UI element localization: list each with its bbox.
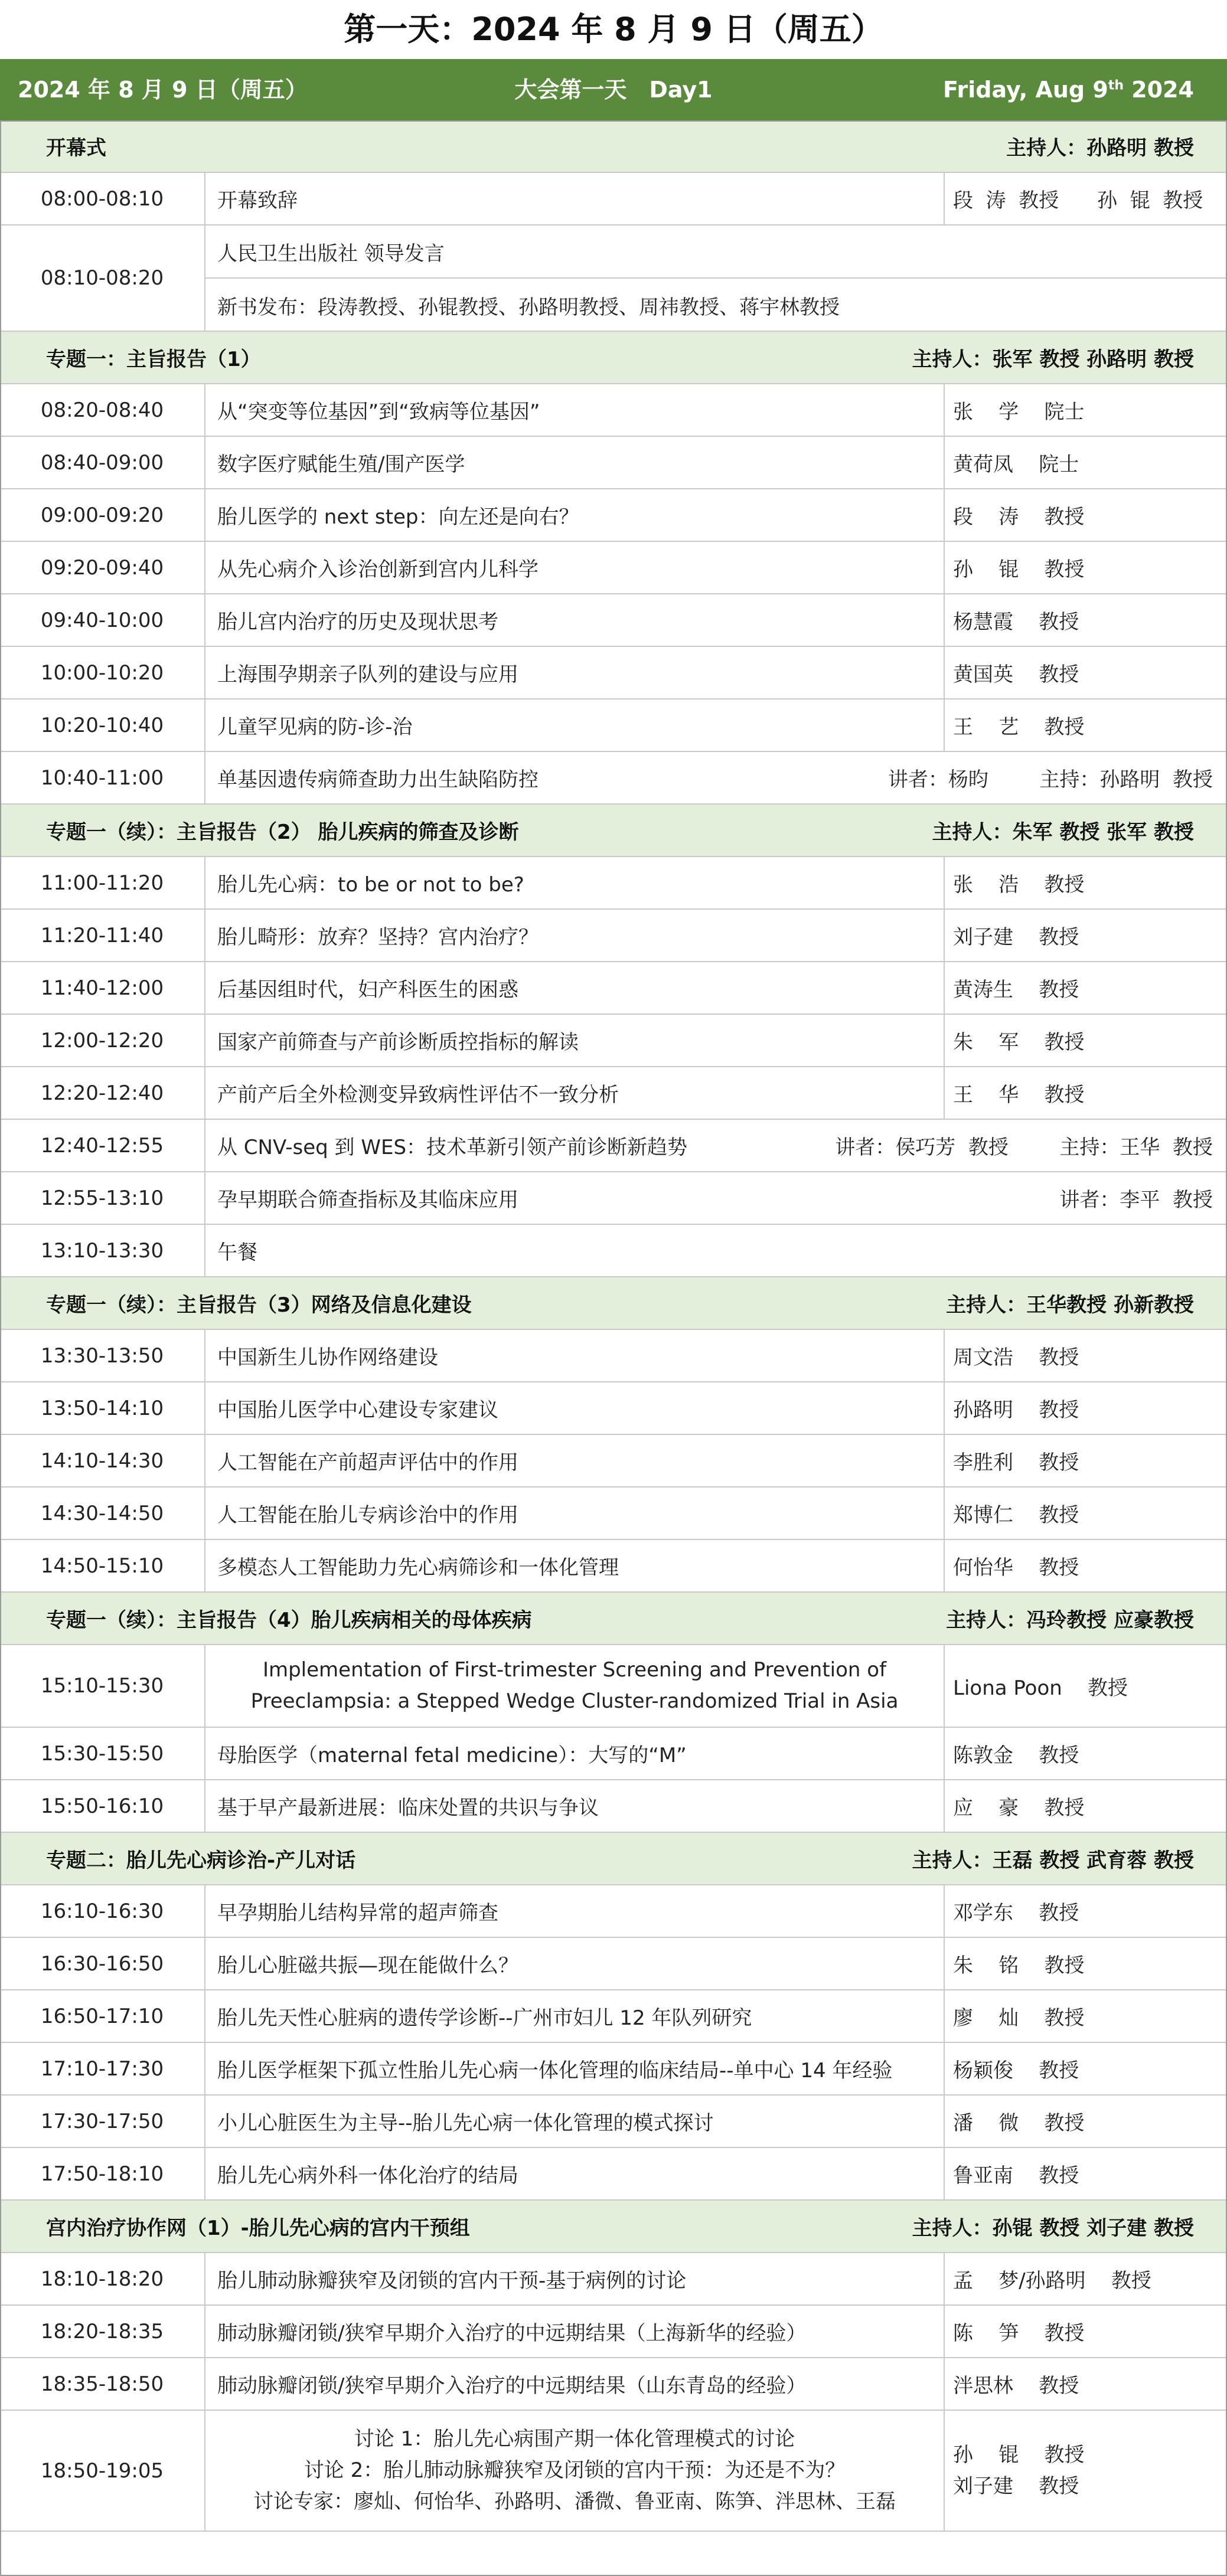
header-date-en-main: Friday, Aug 9: [943, 77, 1108, 103]
session-row: [0, 647, 1227, 699]
session-topic: 胎儿先心病：to be or not to be?: [217, 873, 524, 897]
section-title: 开幕式: [46, 136, 106, 160]
session-row: [0, 1645, 1227, 1728]
session-topic: 国家产前筛查与产前诊断质控指标的解读: [217, 1031, 579, 1054]
schedule-table: [0, 120, 1227, 2532]
session-row: [0, 1990, 1227, 2043]
session-topic: 后基因组时代，妇产科医生的困惑: [217, 978, 518, 1002]
session-topic-line: Implementation of First-trimester Screening and Prevention of: [262, 1658, 887, 1682]
session-row: [0, 1938, 1227, 1990]
session-row: [0, 2253, 1227, 2306]
session-row: [0, 1382, 1227, 1435]
section-header-row: [0, 120, 1227, 173]
session-topic: 多模态人工智能助力先心病筛诊和一体化管理: [217, 1556, 619, 1580]
session-speaker: 孙路明 教授: [944, 1382, 1227, 1434]
session-topic: 从“突变等位基因”到“致病等位基因”: [217, 400, 540, 424]
session-row: [0, 1120, 1227, 1172]
session-speaker: 孟 梦/孙路明 教授: [944, 2253, 1227, 2304]
session-time: 16:50-17:10: [0, 1990, 205, 2042]
session-speaker: 孙 锟 教授: [944, 542, 1227, 593]
session-speaker: 黄涛生 教授: [944, 962, 1227, 1014]
session-speaker: 郑博仁 教授: [944, 1488, 1227, 1539]
session-time: 16:10-16:30: [0, 1885, 205, 1937]
session-topic: 从 CNV-seq 到 WES：技术革新引领产前诊断新趋势: [217, 1136, 688, 1159]
session-time: 15:50-16:10: [0, 1780, 205, 1832]
session-topic: [217, 1645, 932, 1727]
session-row: [0, 1728, 1227, 1780]
session-time: 17:30-17:50: [0, 2096, 205, 2147]
session-time: 08:20-08:40: [0, 384, 205, 436]
section-header-row: [0, 1277, 1227, 1330]
session-row: [0, 2306, 1227, 2358]
session-topic: 母胎医学（maternal fetal medicine）：大写的“M”: [217, 1744, 687, 1767]
section-title: 专题一：主旨报告（1）: [46, 348, 261, 371]
session-row: [0, 1488, 1227, 1540]
session-speaker: 何怡华 教授: [944, 1540, 1227, 1591]
session-topic: 胎儿先心病外科一体化治疗的结局: [217, 2164, 518, 2188]
day-header-bar: [0, 59, 1227, 120]
session-speaker-line: 孙 锟 教授: [953, 2443, 1085, 2467]
session-time: 13:10-13:30: [0, 1225, 205, 1276]
session-speaker: 陈 笋 教授: [944, 2306, 1227, 2357]
header-date-en-suffix: th: [1108, 78, 1124, 93]
section-host: 主持人：冯玲教授 应豪教授: [946, 1609, 1194, 1632]
session-topic-line: Preeclampsia: a Stepped Wedge Cluster-randomized Trial in Asia: [250, 1689, 899, 1713]
session-time: 13:30-13:50: [0, 1330, 205, 1381]
session-time: 14:10-14:30: [0, 1435, 205, 1486]
session-speaker: 李胜利 教授: [944, 1435, 1227, 1486]
session-speaker: 朱 铭 教授: [944, 1938, 1227, 1989]
session-row: [0, 1225, 1227, 1277]
session-time: 12:20-12:40: [0, 1067, 205, 1119]
session-speaker-host-note: 讲者：杨昀 主持：孙路明 教授: [887, 768, 1213, 792]
session-topic: 胎儿先天性心脏病的遗传学诊断--广州市妇儿 12 年队列研究: [217, 2006, 752, 2030]
section-host: 主持人：孙锟 教授 刘子建 教授: [912, 2217, 1194, 2240]
session-speaker: 朱 军 教授: [944, 1015, 1227, 1066]
session-speaker: 张 浩 教授: [944, 857, 1227, 908]
session-speaker: 周文浩 教授: [944, 1330, 1227, 1381]
session-time: 11:40-12:00: [0, 962, 205, 1014]
session-time: 10:20-10:40: [0, 699, 205, 751]
session-speaker: 邓学东 教授: [944, 1885, 1227, 1937]
session-row: [0, 542, 1227, 594]
session-topic-line: 讨论 2：胎儿肺动脉瓣狭窄及闭锁的宫内干预：为还是不为？: [304, 2459, 846, 2483]
session-speaker-host-note: 讲者：李平 教授: [1059, 1188, 1213, 1212]
session-row: [0, 910, 1227, 962]
session-row: [0, 2411, 1227, 2532]
session-topic: 肺动脉瓣闭锁/狭窄早期介入治疗的中远期结果（上海新华的经验）: [217, 2322, 807, 2345]
session-row: [0, 1172, 1227, 1225]
session-topic: 人民卫生出版社 领导发言: [217, 241, 445, 266]
session-time: 16:30-16:50: [0, 1938, 205, 1989]
session-topic: 人工智能在胎儿专病诊治中的作用: [217, 1503, 518, 1527]
session-speaker: 陈敦金 教授: [944, 1728, 1227, 1779]
section-host: 主持人：王华教授 孙新教授: [946, 1293, 1194, 1317]
section-host: 主持人：王磊 教授 武育蓉 教授: [912, 1849, 1194, 1872]
section-header-row: [0, 1833, 1227, 1885]
session-topic: 孕早期联合筛查指标及其临床应用: [217, 1188, 518, 1212]
session-time: 18:35-18:50: [0, 2358, 205, 2410]
session-time: 17:50-18:10: [0, 2148, 205, 2199]
page-title: 第一天：2024 年 8 月 9 日（周五）: [344, 11, 883, 48]
session-time: 08:40-09:00: [0, 437, 205, 488]
session-row: [0, 1330, 1227, 1382]
session-time: 18:10-18:20: [0, 2253, 205, 2304]
session-speaker: 廖 灿 教授: [944, 1990, 1227, 2042]
session-topic-line: 讨论专家：廖灿、何怡华、孙路明、潘微、鲁亚南、陈笋、泮思林、王磊: [253, 2489, 896, 2513]
session-row: [0, 2358, 1227, 2411]
session-row: [0, 1435, 1227, 1488]
session-row: [0, 384, 1227, 437]
session-topic: 产前产后全外检测变异致病性评估不一致分析: [217, 1083, 619, 1107]
header-day-label: 大会第一天 Day1: [514, 77, 713, 103]
session-row: [0, 857, 1227, 910]
section-host: 主持人：朱军 教授 张军 教授: [932, 820, 1194, 844]
session-time: 11:00-11:20: [0, 857, 205, 908]
session-topic-line: 讨论 1：胎儿先心病围产期一体化管理模式的讨论: [354, 2427, 795, 2451]
section-header-row: [0, 1593, 1227, 1645]
session-speaker: 黄荷凤 院士: [944, 437, 1227, 488]
session-topic: 开幕致辞: [217, 189, 298, 213]
session-topic: 中国新生儿协作网络建设: [217, 1346, 438, 1369]
session-topic: 儿童罕见病的防-诊-治: [217, 715, 413, 739]
session-speaker: 段 涛 教授: [944, 489, 1227, 541]
session-row: [0, 1067, 1227, 1120]
session-row: [0, 962, 1227, 1015]
session-row: [0, 699, 1227, 752]
session-topic: 肺动脉瓣闭锁/狭窄早期介入治疗的中远期结果（山东青岛的经验）: [217, 2374, 807, 2398]
session-topic: 人工智能在产前超声评估中的作用: [217, 1451, 518, 1475]
section-title: 宫内治疗协作网（1）-胎儿先心病的宫内干预组: [46, 2217, 470, 2240]
session-row: [0, 1540, 1227, 1593]
section-title: 专题二：胎儿先心病诊治-产儿对话: [46, 1849, 356, 1872]
session-row: [0, 489, 1227, 542]
session-time: 12:40-12:55: [0, 1120, 205, 1171]
session-speaker: 张 学 院士: [944, 384, 1227, 436]
section-host: 主持人：孙路明 教授: [1006, 136, 1194, 160]
section-title: 专题一（续）：主旨报告（3）网络及信息化建设: [46, 1293, 472, 1317]
session-topic: 基于早产最新进展：临床处置的共识与争议: [217, 1796, 599, 1820]
session-topic: 数字医疗赋能生殖/围产医学: [217, 453, 465, 476]
session-speaker: 王 艺 教授: [944, 699, 1227, 751]
session-row: [0, 1885, 1227, 1938]
header-date-en-year: 2024: [1124, 77, 1194, 103]
session-topic: 胎儿宫内治疗的历史及现状思考: [217, 610, 498, 634]
section-title: 专题一（续）：主旨报告（2） 胎儿疾病的筛查及诊断: [46, 820, 519, 844]
session-speaker: 黄国英 教授: [944, 647, 1227, 698]
session-subrow: [205, 225, 1227, 279]
session-topic: 从先心病介入诊治创新到宫内儿科学: [217, 558, 539, 581]
section-header-row: [0, 2201, 1227, 2253]
session-topic: 小儿心脏医生为主导--胎儿先心病一体化管理的模式探讨: [217, 2111, 714, 2135]
session-speaker-host-note: 讲者：侯巧芳 教授 主持：王华 教授: [835, 1136, 1213, 1159]
session-row: [0, 594, 1227, 647]
session-row: [0, 225, 1227, 332]
session-topic: 中国胎儿医学中心建设专家建议: [217, 1398, 498, 1422]
session-time: 17:10-17:30: [0, 2043, 205, 2094]
session-time: 08:10-08:20: [0, 225, 205, 331]
session-topic: 早孕期胎儿结构异常的超声筛查: [217, 1901, 498, 1925]
session-speaker: 刘子建 教授: [944, 910, 1227, 961]
session-subrow: [205, 279, 1227, 332]
session-topic: 午餐: [217, 1241, 257, 1264]
header-date-cn: 2024 年 8 月 9 日（周五）: [18, 77, 308, 103]
session-speaker: 鲁亚南 教授: [944, 2148, 1227, 2199]
session-row: [0, 2148, 1227, 2201]
session-topic: 胎儿肺动脉瓣狭窄及闭锁的宫内干预-基于病例的讨论: [217, 2269, 687, 2293]
session-row: [0, 437, 1227, 489]
session-speaker: 应 豪 教授: [944, 1780, 1227, 1832]
session-time: 14:50-15:10: [0, 1540, 205, 1591]
session-time: 08:00-08:10: [0, 173, 205, 224]
session-topic: [217, 2411, 932, 2531]
section-host: 主持人：张军 教授 孙路明 教授: [912, 348, 1194, 371]
session-time: 12:55-13:10: [0, 1172, 205, 1224]
session-speaker: 王 华 教授: [944, 1067, 1227, 1119]
session-row: [0, 2043, 1227, 2096]
session-row: [0, 1780, 1227, 1833]
session-topic: 单基因遗传病筛查助力出生缺陷防控: [217, 768, 539, 792]
session-time: 13:50-14:10: [0, 1382, 205, 1434]
session-speaker-line: 刘子建 教授: [953, 2474, 1079, 2498]
section-header-row: [0, 332, 1227, 384]
session-speaker: [944, 2411, 1227, 2531]
session-speaker: Liona Poon 教授: [944, 1645, 1227, 1727]
session-speaker: 杨慧霞 教授: [944, 594, 1227, 646]
session-time: 09:00-09:20: [0, 489, 205, 541]
session-row: [0, 1015, 1227, 1067]
session-time: 10:40-11:00: [0, 752, 205, 803]
header-date-en: [943, 59, 1194, 120]
session-row: [0, 173, 1227, 225]
session-time: 11:20-11:40: [0, 910, 205, 961]
session-row: [0, 752, 1227, 805]
session-time: 18:50-19:05: [0, 2411, 205, 2531]
session-speaker: 泮思林 教授: [944, 2358, 1227, 2410]
session-topic: 胎儿心脏磁共振—现在能做什么？: [217, 1954, 518, 1977]
session-time: 12:00-12:20: [0, 1015, 205, 1066]
session-time: 09:40-10:00: [0, 594, 205, 646]
session-time: 15:10-15:30: [0, 1645, 205, 1727]
session-topic: 胎儿医学的 next step：向左还是向右？: [217, 505, 579, 529]
session-time: 10:00-10:20: [0, 647, 205, 698]
session-topic: 胎儿医学框架下孤立性胎儿先心病一体化管理的临床结局--单中心 14 年经验: [217, 2059, 893, 2083]
session-speaker: 杨颖俊 教授: [944, 2043, 1227, 2094]
session-time: 18:20-18:35: [0, 2306, 205, 2357]
session-time: 14:30-14:50: [0, 1488, 205, 1539]
session-topic: 新书发布：段涛教授、孙锟教授、孙路明教授、周祎教授、蒋宇林教授: [217, 295, 840, 319]
section-header-row: [0, 805, 1227, 857]
session-time: 15:30-15:50: [0, 1728, 205, 1779]
session-topic: 胎儿畸形：放弃？坚持？宫内治疗？: [217, 926, 539, 949]
session-speaker: 潘 微 教授: [944, 2096, 1227, 2147]
session-row: [0, 2096, 1227, 2148]
session-speaker: 段 涛 教授 孙 锟 教授: [944, 173, 1227, 224]
session-topic: 上海围孕期亲子队列的建设与应用: [217, 663, 518, 687]
section-title: 专题一（续）：主旨报告（4）胎儿疾病相关的母体疾病: [46, 1609, 532, 1632]
session-time: 09:20-09:40: [0, 542, 205, 593]
